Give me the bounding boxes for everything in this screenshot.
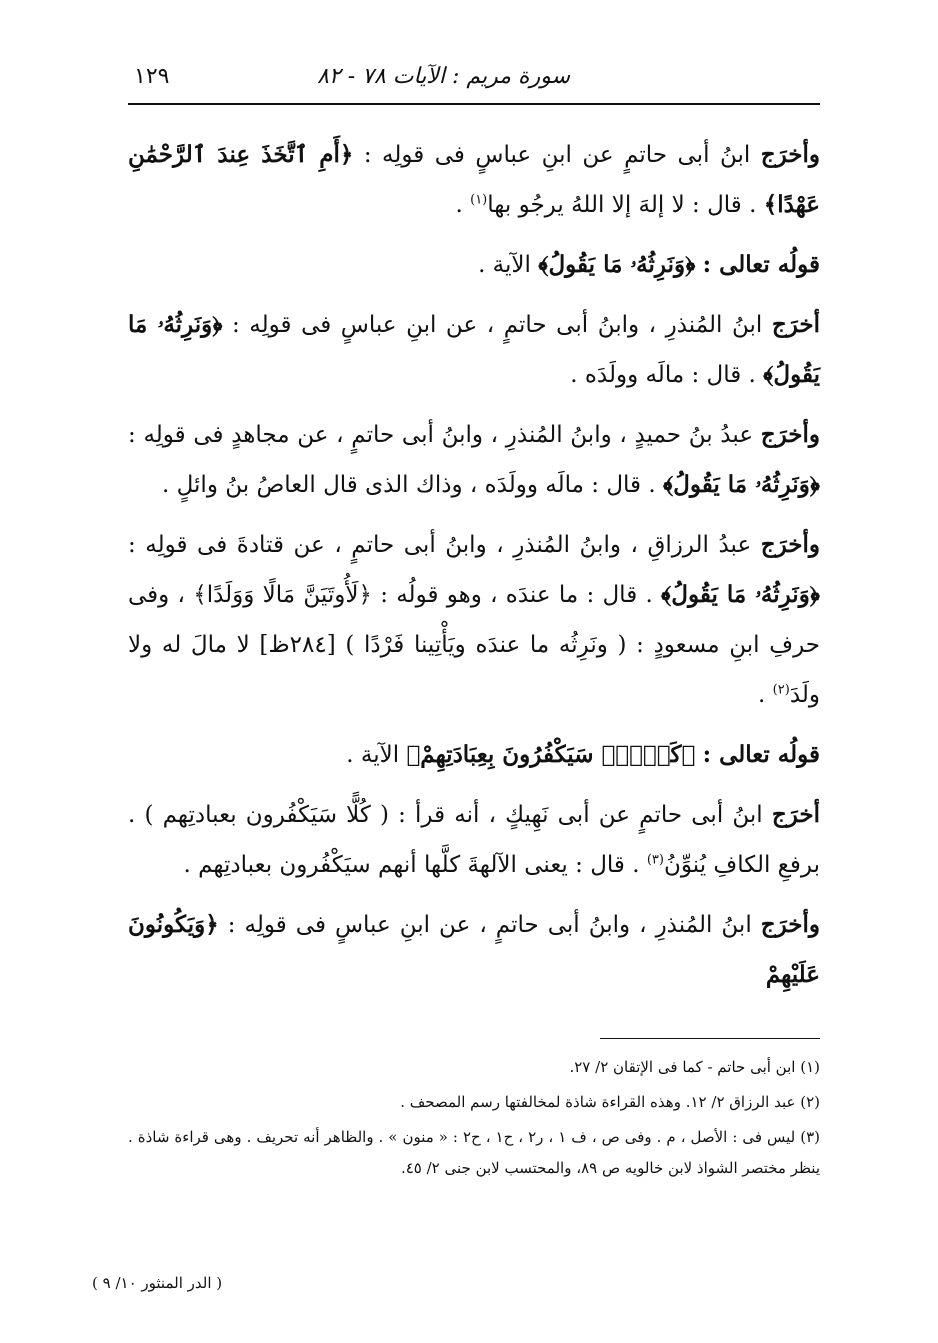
paragraph-8 (128, 900, 820, 1000)
quran-verse: ﴿وَنَرِثُهُۥ مَا يَقُولُ﴾ (128, 311, 820, 388)
paragraph-1 (128, 130, 820, 230)
paragraph-lead: قولُه تعالى : (702, 741, 820, 768)
page-number: ١٢٩ (134, 64, 170, 89)
paragraph-lead: أخرَج (771, 801, 820, 828)
paragraph-text (695, 742, 702, 768)
header-title: سورة مريم : الآيات ٧٨ - ٨٢ (317, 64, 570, 89)
paragraph-lead: وأخرَج (760, 531, 820, 558)
paragraph-5 (128, 520, 820, 720)
main-text (128, 130, 820, 1010)
footnote-marker: (٣) (646, 852, 664, 868)
paragraph-text: عبدُ بنُ حميدٍ ، وابنُ المُنذرِ ، وابنُ أبى حاتمٍ ، عن مجاهدٍ فى قولِه : (128, 422, 761, 448)
paragraph-lead: أخرَج (771, 311, 820, 338)
paragraph-tail: . قال : مالَه وولَدَه . (570, 362, 764, 388)
quran-verse: ﴿وَنَرِثُهُۥ مَا يَقُولُ﴾ (661, 581, 820, 608)
running-header (128, 58, 820, 98)
paragraph-4 (128, 410, 820, 510)
footnote-3: (٣) ليس فى : الأصل ، م . وفى ص ، ف ١ ، ر٢ ، ح١ ، ح٢ : « منون » . والظاهر أنه تحريف . وهى قراءة شاذة . ينظر مختصر الشواذ لابن خالويه ص ٨٩، والمحتسب لابن جنى ٢/ ٤٥. (128, 1128, 820, 1177)
quran-verse: ﴿وَنَرِثُهُۥ مَا يَقُولُ﴾ (662, 471, 820, 498)
quran-verse: ﴿كَلَّاۚ سَيَكْفُرُونَ بِعِبَادَتِهِمْ﴾ (406, 741, 696, 768)
paragraph-text: ابنُ أبى حاتمٍ عن ابنِ عباسٍ فى قولِه : (353, 142, 761, 168)
paragraph-lead: وأخرَج (760, 421, 820, 448)
paragraph-tail: . قال : مالَه وولَدَه ، وذاك الذى قال العاصُ بنُ وائلٍ . (161, 472, 663, 498)
footnote-marker: (٢) (772, 682, 790, 698)
paragraph-3 (128, 300, 820, 400)
paragraph-text: ابنُ أبى حاتمٍ عن أبى نَهِيكٍ ، أنه قرأ : ( كُلًّا سَيَكْفُرون بعبادتِهم ) . برفعِ الكافِ يُنوِّنُ (128, 802, 820, 878)
paragraph-lead: قولُه تعالى : (702, 251, 820, 278)
quran-verse: ﴿وَنَرِثُهُۥ مَا يَقُولُ﴾ (538, 251, 696, 278)
paragraph-lead: وأخرَج (760, 911, 820, 938)
paragraph-7 (128, 790, 820, 890)
paragraph-text: عبدُ الرزاقِ ، وابنُ المُنذرِ ، وابنُ أبى حاتمٍ ، عن قتادةَ فى قولِه : (128, 532, 761, 558)
footnote-marker: (١) (470, 192, 488, 208)
header-rule (128, 103, 820, 105)
source-signature-mark: ( الدر المنثور ١٠/ ٩ ) (92, 1274, 223, 1292)
paragraph-6 (128, 730, 820, 780)
paragraph-end: . قال : يعنى الآلهةَ كلَّها أنهم سيَكْفُرون بعبادتِهم . (183, 852, 647, 878)
paragraph-end: . (758, 682, 773, 708)
paragraph-end: . (455, 192, 471, 218)
footnote-1: (١) ابن أبى حاتم - كما فى الإتقان ٢/ ٢٧. (569, 1058, 820, 1076)
paragraph-2 (128, 240, 820, 290)
paragraph-tail: . قال : ما عندَه ، وهو قولُه : ﴿لَأُوتَيَنَّ مَالًا وَوَلَدًا﴾ ، وفى حرفِ ابنِ مسعودٍ : ( ونَرِثُه ما عندَه ويَأْتِينا فَرْدًا ) [٢٨٤ظ] لا مالَ له ولا ولَدَ (128, 582, 820, 708)
quran-verse: ﴿وَيَكُونُونَ عَلَيْهِمْ (128, 911, 820, 988)
quran-verse: ﴿أَمِ ٱتَّخَذَ عِندَ ٱلرَّحْمَٰنِ عَهْدًا﴾ (128, 141, 820, 218)
paragraph-text: ابنُ المُنذرِ ، وابنُ أبى حاتمٍ ، عن ابنِ عباسٍ فى قولِه : (222, 312, 772, 338)
paragraph-tail: الآية . (478, 252, 539, 278)
paragraph-lead: وأخرَج (760, 141, 820, 168)
footnotes (128, 1052, 820, 1188)
paragraph-tail: . قال : لا إلهَ إلا اللهُ يرجُو بها (487, 192, 764, 218)
paragraph-text (695, 252, 702, 278)
paragraph-text: ابنُ المُنذرِ ، وابنُ أبى حاتمٍ ، عن ابنِ عباسٍ فى قولِه : (218, 912, 761, 938)
footnote-rule (600, 1038, 820, 1039)
footnote-2: (٢) عبد الرزاق ٢/ ١٢. وهذه القراءة شاذة لمخالفتها رسم المصحف . (400, 1093, 820, 1111)
paragraph-tail: الآية . (346, 742, 407, 768)
